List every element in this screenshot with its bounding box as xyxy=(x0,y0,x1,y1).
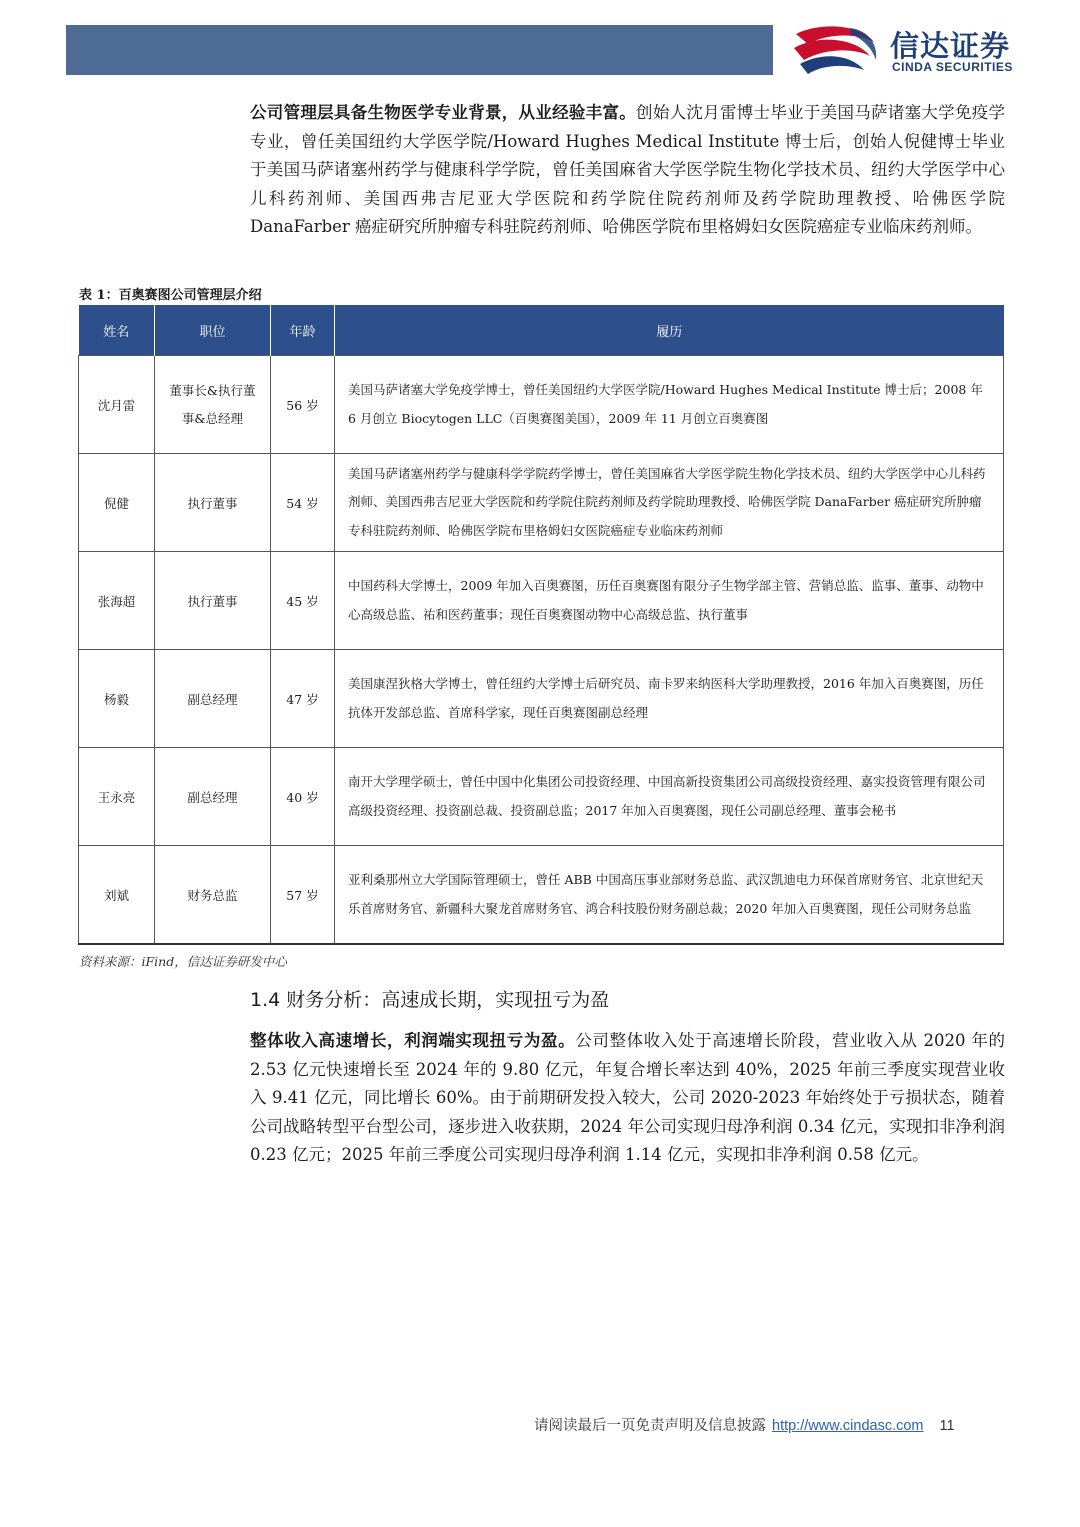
disclaimer-notice: 请阅读最后一页免责声明及信息披露 xyxy=(534,1418,766,1434)
website-link[interactable]: http://www.cindasc.com xyxy=(772,1418,924,1434)
cell-age: 45 岁 xyxy=(271,552,335,650)
cell-title: 副总经理 xyxy=(155,748,271,846)
management-intro-paragraph xyxy=(250,99,1005,242)
header-bar xyxy=(66,25,773,75)
cell-bio: 美国康涅狄格大学博士，曾任纽约大学博士后研究员、南卡罗来纳医科大学助理教授，2016 年加入百奥赛图，历任抗体开发部总监、首席科学家，现任百奥赛图副总经理 xyxy=(335,650,1004,748)
section-title: 1.4 财务分析：高速成长期，实现扭亏为盈 xyxy=(250,989,610,1011)
cell-title: 财务总监 xyxy=(155,846,271,945)
col-header-age: 年龄 xyxy=(271,305,335,356)
cell-title: 副总经理 xyxy=(155,650,271,748)
intro-body: 创始人沈月雷博士毕业于美国马萨诸塞大学免疫学专业，曾任美国纽约大学医学院/Howard Hughes Medical Institute 博士后，创始人倪健博士毕业于美国马萨诸塞州药学与健康科学学院，曾任美国麻省大学医学院生物化学技术员、纽约大学医学中心儿科药剂师、美国西弗吉尼亚大学医院和药学院住院药剂师及药学院助理教授、哈佛医学院 DanaFarber 癌症研究所肿瘤专科驻院药剂师、哈佛医学院布里格姆妇女医院癌症专业临床药剂师。 xyxy=(250,103,1006,236)
cell-age: 57 岁 xyxy=(271,846,335,945)
cell-age: 54 岁 xyxy=(271,454,335,552)
cell-name: 王永亮 xyxy=(79,748,155,846)
cell-name: 杨毅 xyxy=(79,650,155,748)
page-number: 11 xyxy=(939,1418,955,1434)
cell-name: 张海超 xyxy=(79,552,155,650)
cell-bio: 亚利桑那州立大学国际管理硕士，曾任 ABB 中国高压事业部财务总监、武汉凯迪电力环保首席财务官、北京世纪天乐首席财务官、新疆科大聚龙首席财务官、鸿合科技股份财务副总裁；2020 年加入百奥赛图，现任公司财务总监 xyxy=(335,846,1004,945)
col-header-bio: 履历 xyxy=(335,305,1004,356)
logo-chinese-text: 信达证券 xyxy=(890,29,1011,63)
cell-bio: 美国马萨诸塞州药学与健康科学学院药学博士，曾任美国麻省大学医学院生物化学技术员、纽约大学医学中心儿科药剂师、美国西弗吉尼亚大学医院和药学院住院药剂师及药学院助理教授、哈佛医学院 DanaFarber 癌症研究所肿瘤专科驻院药剂师、哈佛医学院布里格姆妇女医院癌症专业临床药剂师 xyxy=(335,454,1004,552)
col-header-name: 姓名 xyxy=(79,305,155,356)
table-row xyxy=(79,356,1004,454)
cell-title: 执行董事 xyxy=(155,552,271,650)
col-header-title: 职位 xyxy=(155,305,271,356)
page-footer xyxy=(534,1414,955,1435)
cell-bio: 美国马萨诸塞大学免疫学博士，曾任美国纽约大学医学院/Howard Hughes Medical Institute 博士后；2008 年 6 月创立 Biocytogen LLC（百奥赛图美国），2009 年 11 月创立百奥赛图 xyxy=(335,356,1004,454)
cell-name: 刘斌 xyxy=(79,846,155,945)
cell-bio: 南开大学理学硕士，曾任中国中化集团公司投资经理、中国高新投资集团公司高级投资经理、嘉实投资管理有限公司高级投资经理、投资副总裁、投资副总监；2017 年加入百奥赛图，现任公司副总经理、董事会秘书 xyxy=(335,748,1004,846)
table-row xyxy=(79,748,1004,846)
management-table xyxy=(78,305,1004,945)
cell-title: 董事长&执行董事&总经理 xyxy=(155,356,271,454)
financial-analysis-paragraph xyxy=(250,1027,1005,1170)
table-row xyxy=(79,552,1004,650)
cell-age: 40 岁 xyxy=(271,748,335,846)
section-body: 公司整体收入处于高速增长阶段，营业收入从 2020 年的 2.53 亿元快速增长至 2024 年的 9.80 亿元，年复合增长率达到 40%，2025 年前三季度实现营业收入 9.41 亿元，同比增长 60%。由于前期研发投入较大，公司 2020-2023 年始终处于亏损状态，随着公司战略转型平台型公司，逐步进入收获期，2024 年公司实现归母净利润 0.34 亿元，实现扣非净利润 0.23 亿元；2025 年前三季度公司实现归母净利润 1.14 亿元，实现扣非净利润 0.58 亿元。 xyxy=(250,1031,1006,1164)
cinda-swoosh-icon xyxy=(790,20,880,80)
table-caption: 表 1：百奥赛图公司管理层介绍 xyxy=(79,288,262,303)
cell-name: 沈月雷 xyxy=(79,356,155,454)
cell-name: 倪健 xyxy=(79,454,155,552)
cell-title: 执行董事 xyxy=(155,454,271,552)
table-row xyxy=(79,650,1004,748)
source-note: 资料来源：iFind，信达证券研发中心 xyxy=(79,954,287,969)
intro-lead: 公司管理层具备生物医学专业背景，从业经验丰富。 xyxy=(250,103,637,122)
cell-bio: 中国药科大学博士，2009 年加入百奥赛图，历任百奥赛图有限分子生物学部主管、营销总监、监事、董事、动物中心高级总监、祐和医药董事；现任百奥赛图动物中心高级总监、执行董事 xyxy=(335,552,1004,650)
cell-age: 56 岁 xyxy=(271,356,335,454)
cinda-logo xyxy=(790,20,1060,80)
table-row xyxy=(79,454,1004,552)
cell-age: 47 岁 xyxy=(271,650,335,748)
section-lead: 整体收入高速增长，利润端实现扭亏为盈。 xyxy=(250,1031,576,1050)
logo-english-text: CINDA SECURITIES xyxy=(892,60,1013,74)
table-row xyxy=(79,846,1004,945)
table-header-row xyxy=(79,305,1004,356)
